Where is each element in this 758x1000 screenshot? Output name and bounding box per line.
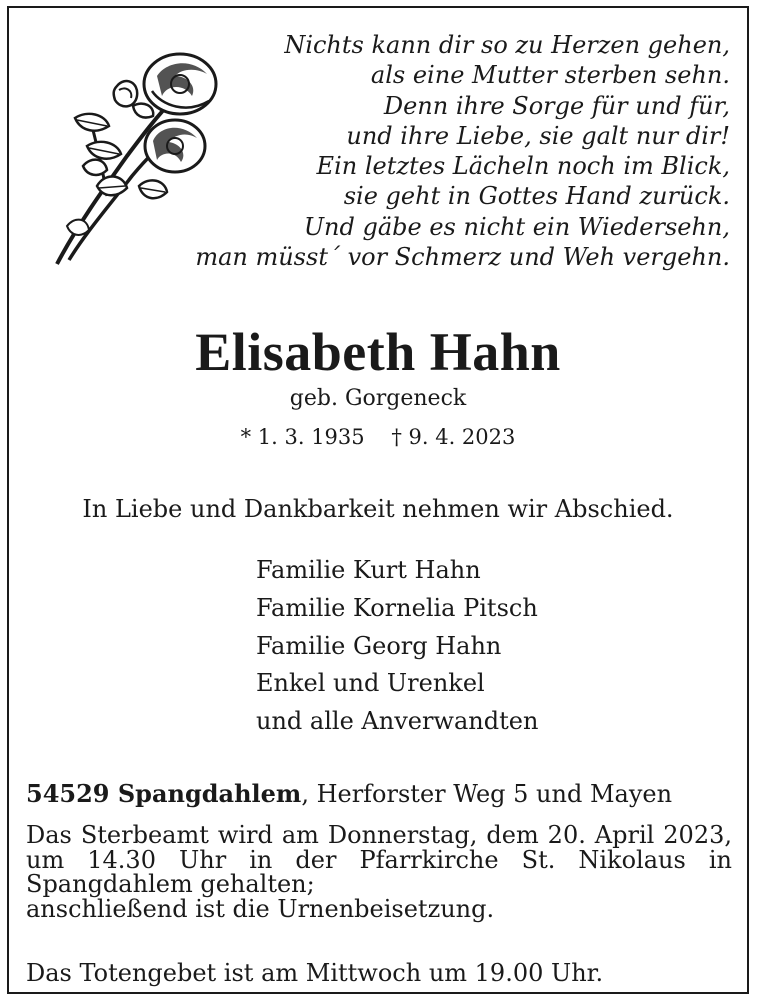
mourner-item: Enkel und Urenkel	[256, 669, 485, 698]
address-place: 54529 Spangdahlem	[26, 779, 302, 808]
poem-line: als eine Mutter sterben sehn.	[370, 61, 730, 90]
notice-line: anschließend ist die Urnenbeisetzung.	[26, 894, 495, 923]
address	[26, 779, 672, 808]
service-notice	[26, 823, 732, 921]
poem-line: sie geht in Gottes Hand zurück.	[343, 182, 730, 211]
poem	[195, 30, 730, 272]
notice-line: Spangdahlem gehalten;	[26, 870, 315, 898]
poem-line: Denn ihre Sorge für und für,	[383, 91, 730, 120]
notice-line: um 14.30 Uhr in der Pfarrkirche St. Nikolaus in	[26, 845, 732, 874]
poem-line: Nichts kann dir so zu Herzen gehen,	[284, 31, 730, 59]
obituary-frame	[7, 6, 749, 994]
poem-line: Und gäbe es nicht ein Wiedersehn,	[303, 212, 730, 241]
poem-line: man müsst´ vor Schmerz und Weh vergehn.	[195, 243, 730, 272]
mourner-item: und alle Anverwandten	[256, 707, 539, 736]
poem-line: und ihre Liebe, sie galt nur dir!	[346, 121, 730, 150]
mourner-item: Familie Kurt Hahn	[256, 556, 481, 584]
maiden-name: geb. Gorgeneck	[289, 386, 467, 411]
mourners-list	[256, 552, 538, 741]
mourner-item: Familie Kornelia Pitsch	[256, 593, 538, 622]
address-rest: , Herforster Weg 5 und Mayen	[301, 780, 673, 808]
life-dates: * 1. 3. 1935 † 9. 4. 2023	[240, 425, 516, 449]
prayer-notice: Das Totengebet ist am Mittwoch um 19.00 Uhr.	[26, 959, 604, 987]
farewell-text: In Liebe und Dankbarkeit nehmen wir Abschied.	[82, 495, 674, 523]
mourner-item: Familie Georg Hahn	[256, 631, 502, 660]
notice-line: Das Sterbeamt wird am Donnerstag, dem 20. April 2023,	[26, 821, 732, 849]
poem-line: Ein letztes Lächeln noch im Blick,	[316, 152, 730, 181]
deceased-name: Elisabeth Hahn	[195, 322, 561, 382]
